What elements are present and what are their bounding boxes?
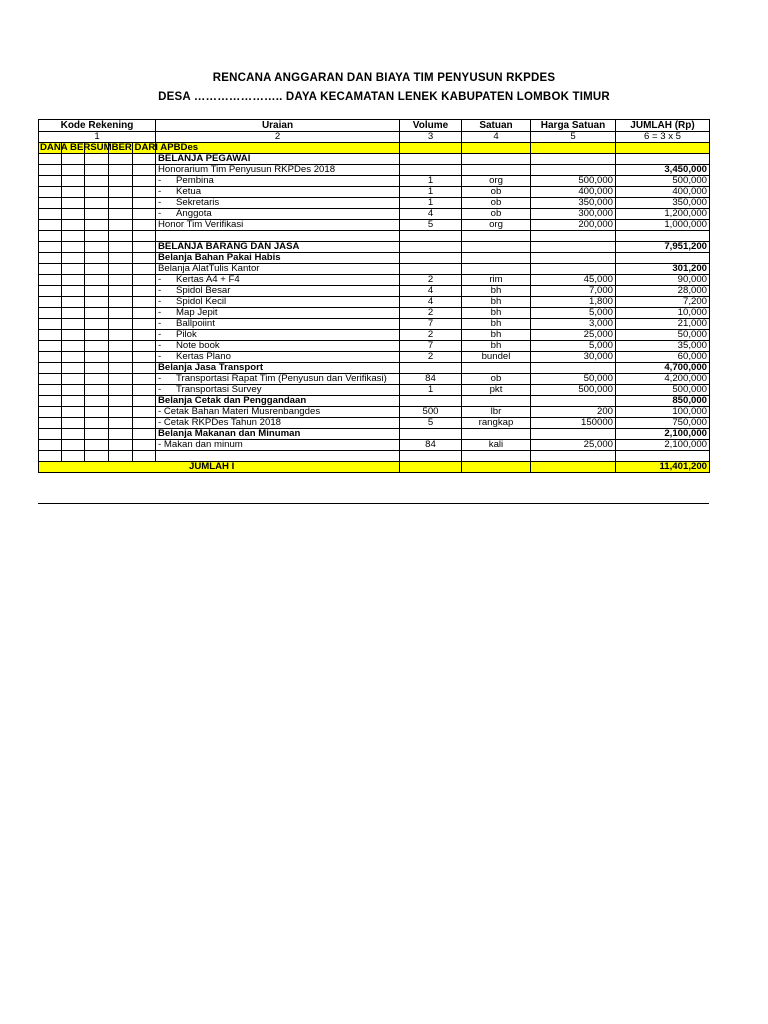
row-uraian: - Ketua xyxy=(156,187,400,198)
row-harga: 200,000 xyxy=(531,220,616,231)
table-row xyxy=(39,352,710,363)
row-harga: 45,000 xyxy=(531,275,616,286)
row-uraian: - Map Jepit xyxy=(156,308,400,319)
row-satuan: bh xyxy=(462,308,531,319)
table-row xyxy=(39,363,710,374)
row-satuan: pkt xyxy=(462,385,531,396)
row-jumlah: 2,100,000 xyxy=(616,440,710,451)
total-row xyxy=(39,462,710,473)
row-jumlah: 7,951,200 xyxy=(616,242,710,253)
row-jumlah: 21,000 xyxy=(616,319,710,330)
row-jumlah: 500,000 xyxy=(616,385,710,396)
row-jumlah: 100,000 xyxy=(616,407,710,418)
row-satuan: bh xyxy=(462,286,531,297)
row-uraian: Belanja Makanan dan Minuman xyxy=(156,429,400,440)
row-volume: 4 xyxy=(400,286,462,297)
row-harga: 7,000 xyxy=(531,286,616,297)
table-row xyxy=(39,319,710,330)
row-satuan: bh xyxy=(462,297,531,308)
row-uraian: - Makan dan minum xyxy=(156,440,400,451)
row-jumlah: 90,000 xyxy=(616,275,710,286)
row-jumlah: 2,100,000 xyxy=(616,429,710,440)
row-uraian: Honorarium Tim Penyusun RKPDes 2018 xyxy=(156,165,400,176)
row-harga: 3,000 xyxy=(531,319,616,330)
row-satuan: ob xyxy=(462,198,531,209)
row-uraian: - Anggota xyxy=(156,209,400,220)
row-harga: 350,000 xyxy=(531,198,616,209)
row-uraian: - Cetak Bahan Materi Musrenbangdes xyxy=(156,407,400,418)
row-jumlah: 35,000 xyxy=(616,341,710,352)
row-jumlah: 1,000,000 xyxy=(616,220,710,231)
colnum-jumlah: 6 = 3 x 5 xyxy=(616,132,710,143)
row-jumlah: 1,200,000 xyxy=(616,209,710,220)
row-uraian: - Kertas Plano xyxy=(156,352,400,363)
budget-table xyxy=(38,119,710,473)
row-harga: 400,000 xyxy=(531,187,616,198)
row-jumlah: 301,200 xyxy=(616,264,710,275)
row-uraian: Belanja Bahan Pakai Habis xyxy=(156,253,400,264)
table-row xyxy=(39,264,710,275)
row-harga: 200 xyxy=(531,407,616,418)
row-uraian: BELANJA BARANG DAN JASA xyxy=(156,242,400,253)
row-harga: 50,000 xyxy=(531,374,616,385)
row-uraian: - Spidol Kecil xyxy=(156,297,400,308)
row-satuan: bh xyxy=(462,319,531,330)
table-row xyxy=(39,308,710,319)
header-volume: Volume xyxy=(400,120,462,132)
table-row xyxy=(39,429,710,440)
table-row xyxy=(39,220,710,231)
row-harga: 5,000 xyxy=(531,341,616,352)
row-harga: 25,000 xyxy=(531,440,616,451)
row-satuan: rim xyxy=(462,275,531,286)
table-row xyxy=(39,286,710,297)
row-uraian: - Transportasi Survey xyxy=(156,385,400,396)
row-harga: 150000 xyxy=(531,418,616,429)
table-row xyxy=(39,385,710,396)
row-uraian: Belanja Cetak dan Penggandaan xyxy=(156,396,400,407)
row-jumlah: 850,000 xyxy=(616,396,710,407)
colnum-satuan: 4 xyxy=(462,132,531,143)
source-banner-row xyxy=(39,143,710,154)
total-label: JUMLAH I xyxy=(39,462,400,473)
row-jumlah: 4,700,000 xyxy=(616,363,710,374)
row-uraian: - Pilok xyxy=(156,330,400,341)
row-satuan: org xyxy=(462,176,531,187)
table-row xyxy=(39,253,710,264)
column-number-row xyxy=(39,132,710,143)
row-jumlah: 28,000 xyxy=(616,286,710,297)
row-jumlah: 10,000 xyxy=(616,308,710,319)
row-satuan: ob xyxy=(462,187,531,198)
row-satuan: org xyxy=(462,220,531,231)
row-harga: 25,000 xyxy=(531,330,616,341)
row-harga: 300,000 xyxy=(531,209,616,220)
row-volume: 1 xyxy=(400,187,462,198)
row-volume: 1 xyxy=(400,198,462,209)
colnum-volume: 3 xyxy=(400,132,462,143)
table-row xyxy=(39,165,710,176)
row-volume: 2 xyxy=(400,308,462,319)
row-volume: 2 xyxy=(400,330,462,341)
row-uraian: - Sekretaris xyxy=(156,198,400,209)
row-uraian: Honor Tim Verifikasi xyxy=(156,220,400,231)
row-volume: 4 xyxy=(400,209,462,220)
row-harga: 1,800 xyxy=(531,297,616,308)
row-jumlah: 750,000 xyxy=(616,418,710,429)
row-volume: 1 xyxy=(400,385,462,396)
row-volume: 84 xyxy=(400,374,462,385)
row-volume: 84 xyxy=(400,440,462,451)
colnum-uraian: 2 xyxy=(156,132,400,143)
row-harga: 30,000 xyxy=(531,352,616,363)
table-row xyxy=(39,330,710,341)
row-jumlah: 4,200,000 xyxy=(616,374,710,385)
row-satuan: lbr xyxy=(462,407,531,418)
row-uraian: - Transportasi Rapat Tim (Penyusun dan Verifikasi) xyxy=(156,374,400,385)
table-row xyxy=(39,209,710,220)
row-uraian: - Cetak RKPDes Tahun 2018 xyxy=(156,418,400,429)
header-jumlah: JUMLAH (Rp) xyxy=(616,120,710,132)
table-row xyxy=(39,341,710,352)
row-jumlah: 400,000 xyxy=(616,187,710,198)
table-row xyxy=(39,407,710,418)
row-volume: 7 xyxy=(400,341,462,352)
header-row xyxy=(39,120,710,132)
row-uraian: Belanja AlatTulis Kantor xyxy=(156,264,400,275)
row-satuan: rangkap xyxy=(462,418,531,429)
table-row xyxy=(39,374,710,385)
table-row xyxy=(39,396,710,407)
row-satuan: bh xyxy=(462,330,531,341)
row-volume: 500 xyxy=(400,407,462,418)
header-satuan: Satuan xyxy=(462,120,531,132)
row-jumlah: 7,200 xyxy=(616,297,710,308)
row-jumlah: 50,000 xyxy=(616,330,710,341)
table-row xyxy=(39,275,710,286)
row-satuan: bh xyxy=(462,341,531,352)
table-row xyxy=(39,176,710,187)
table-row xyxy=(39,440,710,451)
row-harga: 500,000 xyxy=(531,176,616,187)
table-row-empty xyxy=(39,451,710,462)
row-volume: 2 xyxy=(400,352,462,363)
row-satuan: ob xyxy=(462,374,531,385)
document-title: RENCANA ANGGARAN DAN BIAYA TIM PENYUSUN RKPDES xyxy=(212,72,556,84)
row-volume: 7 xyxy=(400,319,462,330)
row-satuan: bundel xyxy=(462,352,531,363)
source-banner: DANA BERSUMBER DARI APBDes xyxy=(40,142,199,153)
row-uraian: Belanja Jasa Transport xyxy=(156,363,400,374)
document-subtitle: DESA ………………….. DAYA KECAMATAN LENEK KABUPATEN LOMBOK TIMUR xyxy=(158,91,610,103)
table-row xyxy=(39,297,710,308)
row-uraian: - Kertas A4 + F4 xyxy=(156,275,400,286)
row-volume: 1 xyxy=(400,176,462,187)
row-uraian: - Ballpoiint xyxy=(156,319,400,330)
row-satuan: kali xyxy=(462,440,531,451)
total-value: 11,401,200 xyxy=(616,462,710,473)
row-uraian: - Spidol Besar xyxy=(156,286,400,297)
header-uraian: Uraian xyxy=(156,120,400,132)
table-row xyxy=(39,154,710,165)
row-satuan: ob xyxy=(462,209,531,220)
header-harga: Harga Satuan xyxy=(531,120,616,132)
colnum-kode: 1 xyxy=(39,132,156,143)
row-jumlah: 350,000 xyxy=(616,198,710,209)
row-uraian: BELANJA PEGAWAI xyxy=(156,154,400,165)
table-row xyxy=(39,187,710,198)
row-uraian: - Pembina xyxy=(156,176,400,187)
row-jumlah: 60,000 xyxy=(616,352,710,363)
row-volume: 5 xyxy=(400,418,462,429)
row-uraian: - Note book xyxy=(156,341,400,352)
row-volume: 5 xyxy=(400,220,462,231)
row-volume: 2 xyxy=(400,275,462,286)
table-row xyxy=(39,418,710,429)
row-jumlah: 3,450,000 xyxy=(616,165,710,176)
bottom-divider xyxy=(38,503,709,504)
row-harga: 5,000 xyxy=(531,308,616,319)
row-harga: 500,000 xyxy=(531,385,616,396)
table-row-empty xyxy=(39,231,710,242)
table-row xyxy=(39,198,710,209)
colnum-harga: 5 xyxy=(531,132,616,143)
row-volume: 4 xyxy=(400,297,462,308)
table-row xyxy=(39,242,710,253)
header-kode: Kode Rekening xyxy=(39,120,156,132)
row-jumlah: 500,000 xyxy=(616,176,710,187)
